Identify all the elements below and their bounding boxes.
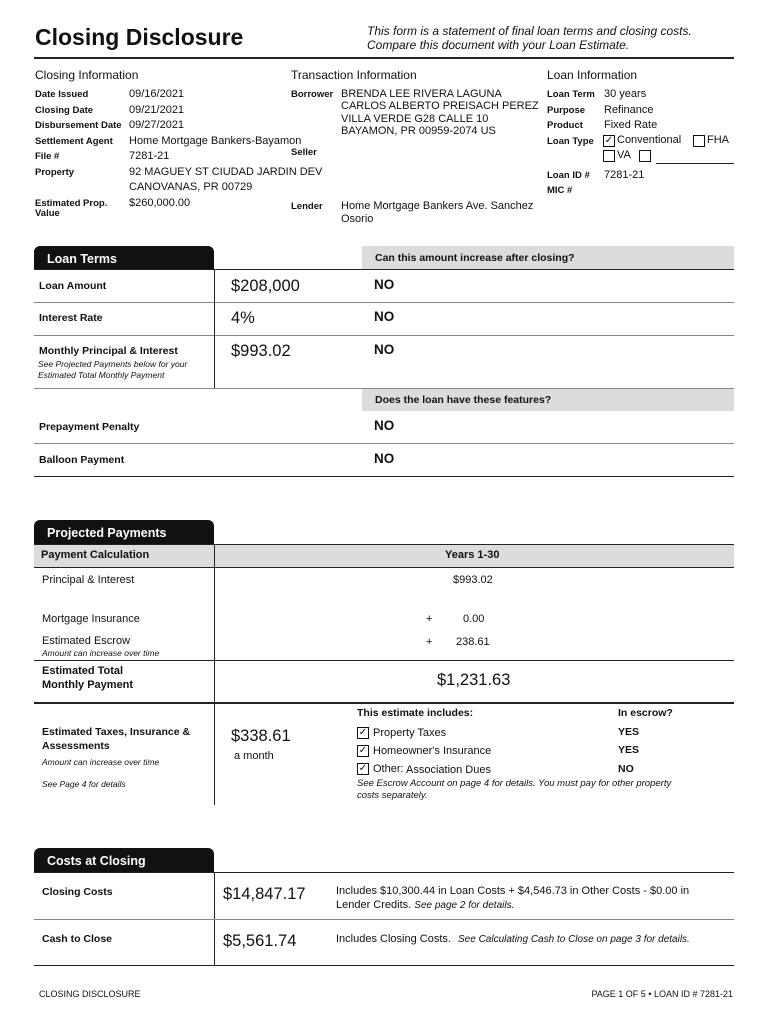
conventional-checkbox[interactable]: ✓ xyxy=(604,135,614,146)
loan-id-value: 7281-21 xyxy=(604,169,645,181)
divider xyxy=(34,702,734,704)
mi-label: Mortgage Insurance xyxy=(42,613,140,625)
conventional-label: Conventional xyxy=(617,134,682,146)
escrow-value: 238.61 xyxy=(456,636,490,648)
other-checkbox[interactable]: ✓ xyxy=(358,763,368,774)
pi-label: Monthly Principal & Interest xyxy=(39,345,178,357)
item2-answer: YES xyxy=(618,744,640,756)
tia-page-note: See Page 4 for details xyxy=(42,779,126,789)
mic-label: MIC # xyxy=(547,185,573,196)
mi-value: 0.00 xyxy=(463,613,485,625)
divider xyxy=(34,919,734,920)
file-label: File # xyxy=(35,151,60,162)
est-value-label-2: Value xyxy=(35,208,60,219)
est-value: $260,000.00 xyxy=(129,197,191,209)
escrow-detail-1: See Escrow Account on page 4 for details. You must pay for other property xyxy=(357,778,672,789)
pi-answer: NO xyxy=(374,342,395,357)
borrower-line-3: VILLA VERDE G28 CALLE 10 xyxy=(341,113,489,125)
seller-label: Seller xyxy=(291,147,317,158)
lender-line-1: Home Mortgage Bankers Ave. Sanchez xyxy=(341,200,534,212)
tia-note: Amount can increase over time xyxy=(42,757,160,767)
balloon-label: Balloon Payment xyxy=(39,454,125,466)
mi-sign: + xyxy=(426,613,433,625)
date-issued-label: Date Issued xyxy=(35,89,89,100)
proj-pi-value: $993.02 xyxy=(453,574,493,586)
divider xyxy=(214,704,215,805)
item3-prefix: Other: xyxy=(373,763,404,775)
header-divider xyxy=(34,57,734,59)
other-type-checkbox[interactable] xyxy=(639,150,651,162)
prepayment-label: Prepayment Penalty xyxy=(39,421,140,433)
disbursement-label: Disbursement Date xyxy=(35,120,122,131)
tia-value: $338.61 xyxy=(231,727,291,745)
fha-label: FHA xyxy=(707,134,729,146)
closing-date-label: Closing Date xyxy=(35,105,94,116)
loan-amount-label: Loan Amount xyxy=(39,280,107,292)
file-value: 7281-21 xyxy=(129,150,170,162)
product-value: Fixed Rate xyxy=(604,119,658,131)
disbursement-value: 09/27/2021 xyxy=(129,119,185,131)
divider xyxy=(34,872,734,873)
escrow-sign: + xyxy=(426,636,433,648)
date-issued-value: 09/16/2021 xyxy=(129,88,185,100)
divider xyxy=(34,335,734,336)
closing-date-value: 09/21/2021 xyxy=(129,104,185,116)
pi-note-2: Estimated Total Monthly Payment xyxy=(38,370,165,380)
borrower-label: Borrower xyxy=(291,89,334,100)
loan-amount-answer: NO xyxy=(374,277,395,292)
item1-label: Property Taxes xyxy=(373,727,447,739)
pi-value: $993.02 xyxy=(231,342,291,360)
purpose-label: Purpose xyxy=(547,105,586,116)
divider xyxy=(34,269,734,270)
cash-to-close-label: Cash to Close xyxy=(42,933,113,945)
projected-payments-tab: Projected Payments xyxy=(34,520,214,544)
property-taxes-checkbox[interactable]: ✓ xyxy=(358,727,368,738)
divider xyxy=(34,476,734,477)
tia-period: a month xyxy=(234,750,274,762)
escrow-detail-2: costs separately. xyxy=(357,790,428,801)
item2-label: Homeowner's Insurance xyxy=(373,745,492,757)
closing-costs-label: Closing Costs xyxy=(42,886,113,898)
prepayment-answer: NO xyxy=(374,418,395,433)
closing-costs-value: $14,847.17 xyxy=(223,885,306,903)
balloon-answer: NO xyxy=(374,451,395,466)
page-title: Closing Disclosure xyxy=(35,24,244,50)
settlement-agent-label: Settlement Agent xyxy=(35,136,113,147)
payment-calc-label: Payment Calculation xyxy=(41,549,150,561)
in-escrow-label: In escrow? xyxy=(618,707,673,719)
statement-line-2: Compare this document with your Loan Estimate. xyxy=(367,38,630,52)
closing-info-heading: Closing Information xyxy=(35,68,139,82)
borrower-line-2: CARLOS ALBERTO PREISACH PEREZ xyxy=(341,100,539,112)
years-label: Years 1-30 xyxy=(445,549,500,561)
item3-label: Association Dues xyxy=(406,764,491,776)
lender-label: Lender xyxy=(291,201,323,212)
cash-desc-see: See Calculating Cash to Close on page 3 for details. xyxy=(458,934,690,945)
cash-to-close-value: $5,561.74 xyxy=(223,932,297,950)
property-line-2: CANOVANAS, PR 00729 xyxy=(129,181,253,193)
other-type-line xyxy=(656,163,734,164)
loan-type-label: Loan Type xyxy=(547,136,594,147)
divider xyxy=(214,544,215,702)
tia-label-2: Assessments xyxy=(42,740,110,752)
loan-term-label: Loan Term xyxy=(547,89,595,100)
total-label-1: Estimated Total xyxy=(42,665,124,677)
divider xyxy=(214,270,215,388)
property-label: Property xyxy=(35,167,75,178)
homeowners-insurance-checkbox[interactable]: ✓ xyxy=(358,745,368,756)
interest-rate-answer: NO xyxy=(374,309,395,324)
interest-rate-value: 4% xyxy=(231,309,255,327)
tia-label-1: Estimated Taxes, Insurance & xyxy=(42,726,191,738)
footer-left: CLOSING DISCLOSURE xyxy=(39,989,141,999)
purpose-value: Refinance xyxy=(604,104,654,116)
loan-info-heading: Loan Information xyxy=(547,68,638,82)
closing-costs-desc-2-row xyxy=(336,898,514,913)
item1-answer: YES xyxy=(618,726,640,738)
loan-terms-tab: Loan Terms xyxy=(34,246,214,270)
est-value-label-1: Estimated Prop. xyxy=(35,198,108,209)
proj-pi-label: Principal & Interest xyxy=(42,574,135,586)
interest-rate-label: Interest Rate xyxy=(39,312,103,324)
features-question: Does the loan have these features? xyxy=(362,389,734,411)
divider xyxy=(34,660,734,661)
item3-answer: NO xyxy=(618,763,634,775)
total-label-2: Monthly Payment xyxy=(42,679,134,691)
escrow-note: Amount can increase over time xyxy=(42,648,160,658)
loan-amount-value: $208,000 xyxy=(231,277,300,295)
va-label: VA xyxy=(617,149,631,161)
increase-question: Can this amount increase after closing? xyxy=(362,246,734,270)
product-label: Product xyxy=(547,120,583,131)
divider xyxy=(34,443,734,444)
includes-label: This estimate includes: xyxy=(357,707,474,719)
pi-note-1: See Projected Payments below for your xyxy=(38,359,188,369)
divider xyxy=(34,965,734,966)
escrow-label: Estimated Escrow xyxy=(42,635,131,647)
total-value: $1,231.63 xyxy=(437,671,511,689)
borrower-line-4: BAYAMON, PR 00959-2074 US xyxy=(341,125,496,137)
lender-line-2: Osorio xyxy=(341,213,374,225)
borrower-line-1: BRENDA LEE RIVERA LAGUNA xyxy=(341,88,502,100)
settlement-agent-value: Home Mortgage Bankers-Bayamon xyxy=(129,135,302,147)
property-line-1: 92 MAGUEY ST CIUDAD JARDIN DEV xyxy=(129,166,323,178)
statement-line-1: This form is a statement of final loan terms and closing costs. xyxy=(367,24,692,38)
fha-checkbox[interactable] xyxy=(693,135,705,147)
costs-at-closing-tab: Costs at Closing xyxy=(34,848,214,872)
cash-desc-row xyxy=(336,932,690,947)
closing-costs-see: See page 2 for details. xyxy=(414,900,515,911)
closing-costs-desc-2: Lender Credits. xyxy=(336,899,412,911)
va-checkbox[interactable] xyxy=(603,150,615,162)
closing-costs-desc-1: Includes $10,300.44 in Loan Costs + $4,546.73 in Other Costs - $0.00 in xyxy=(336,885,690,897)
loan-id-label: Loan ID # xyxy=(547,170,590,181)
footer-right: PAGE 1 OF 5 • LOAN ID # 7281-21 xyxy=(591,989,733,999)
transaction-info-heading: Transaction Information xyxy=(291,68,417,82)
cash-desc: Includes Closing Costs. xyxy=(336,933,451,945)
divider xyxy=(34,302,734,303)
loan-term-value: 30 years xyxy=(604,88,647,100)
